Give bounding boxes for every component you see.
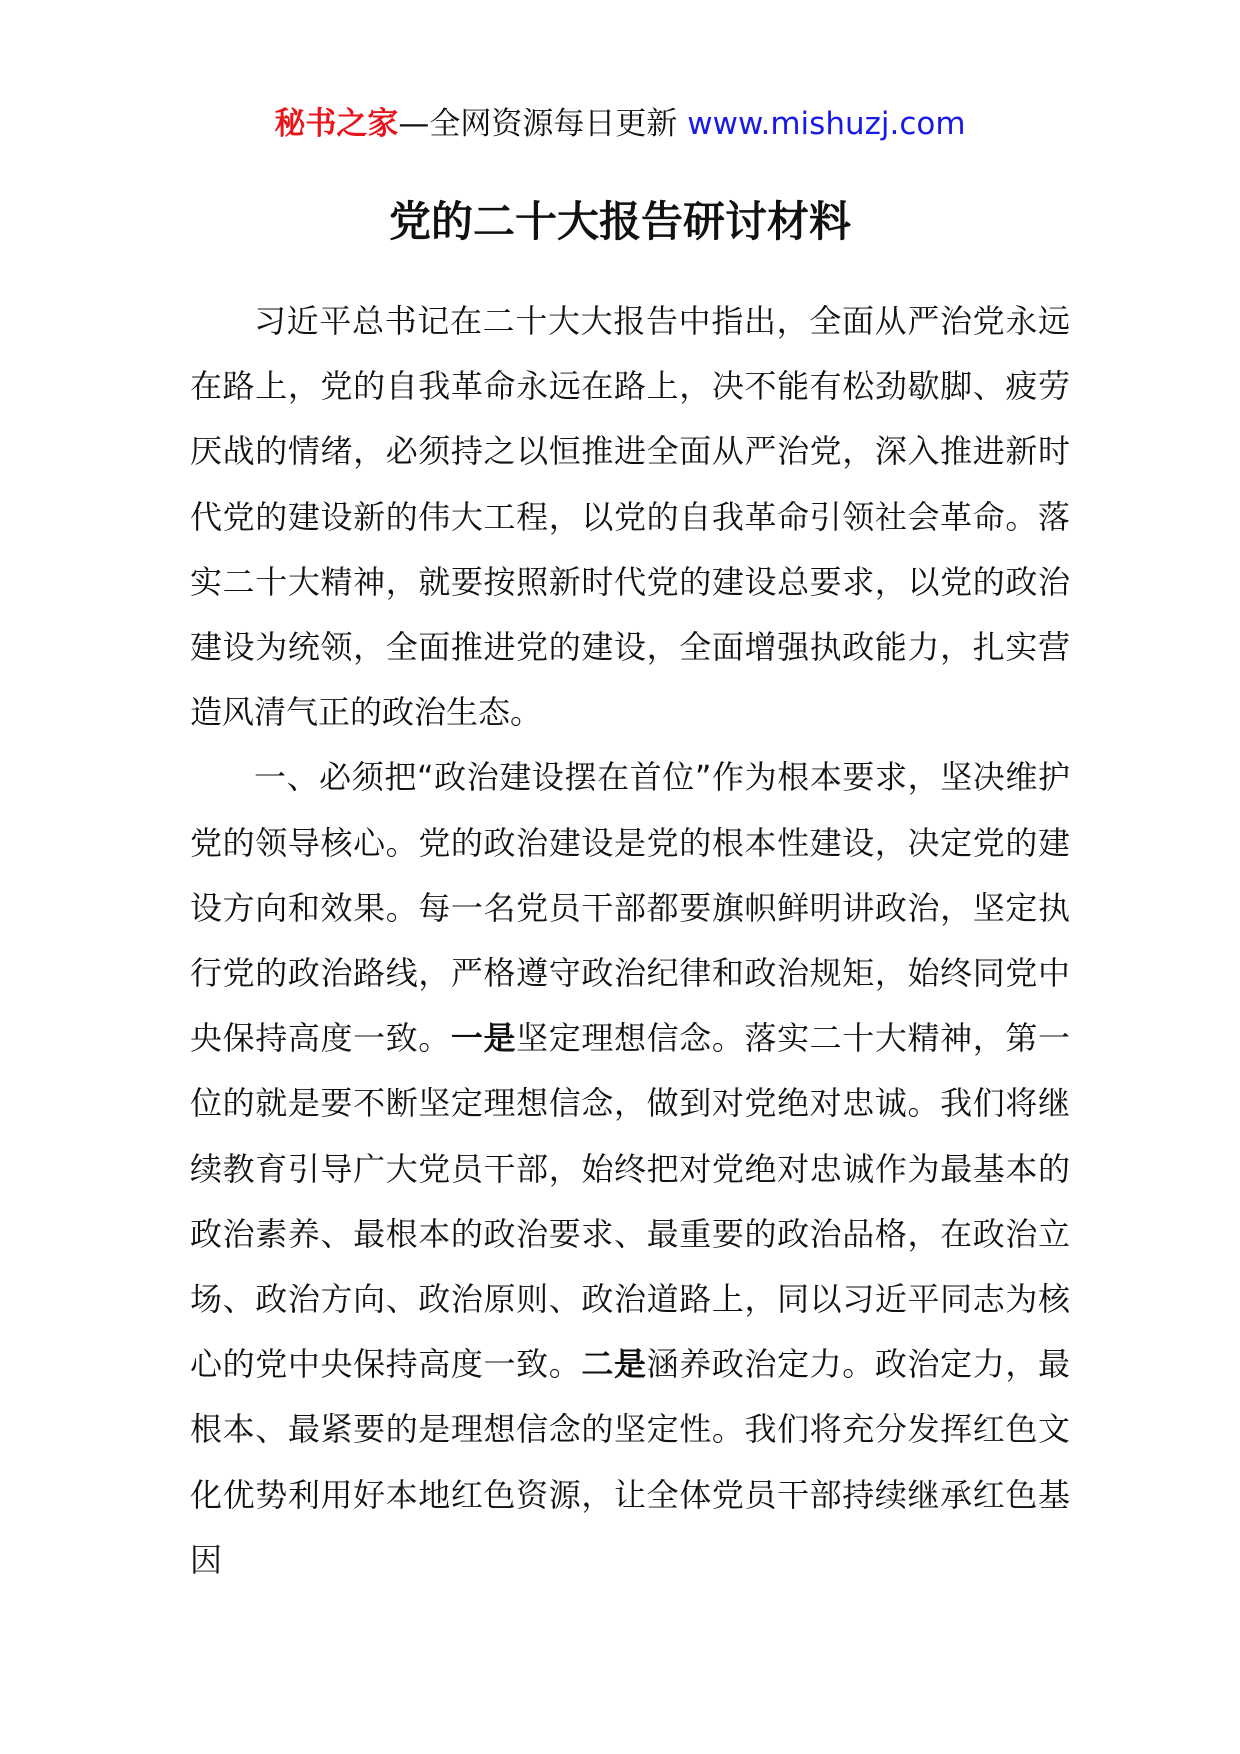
- brand-name: 秘书之家: [274, 106, 399, 142]
- point-text-one: 坚定理想信念。落实二十大精神，第一位的就是要不断坚定理想信念，做到对党绝对忠诚。我们将继续教育引导广大党员干部，始终把对党绝对忠诚作为最基本的政治素养、最根本的政治要求、最重要的政治品格，在政治立场、政治方向、政治原则、政治道路上，同以习近平同志为核心的党中央保持高度一致。: [190, 1019, 1070, 1384]
- section-text: 党的政治建设是党的根本性建设，决定党的建设方向和效果。每一名党员干部都要旗帜鲜明讲政治，坚定执行党的政治路线，严格遵守政治纪律和政治规矩，始终同党中央保持高度一致。: [190, 823, 1070, 1058]
- header-tagline: —全网资源每日更新: [398, 106, 688, 142]
- document-title: 党的二十大报告研讨材料: [388, 197, 851, 246]
- paragraph-section-one: [190, 745, 1070, 1593]
- paragraph-intro: 习近平总书记在二十大大报告中指出，全面从严治党永远在路上，党的自我革命永远在路上，决不能有松劲歇脚、疲劳厌战的情绪，必须持之以恒推进全面从严治党，深入推进新时代党的建设新的伟大工程，以党的自我革命引领社会革命。落实二十大精神，就要按照新时代党的建设总要求，以党的政治建设为统领，全面推进党的建设，全面增强执政能力，扎实营造风清气正的政治生态。: [190, 302, 1070, 732]
- point-marker-one: 一是: [450, 1019, 517, 1058]
- site-header: [0, 100, 1240, 148]
- section-heading: 一、必须把“政治建设摆在首位”作为根本要求，坚决维护党的领导核心。: [190, 758, 1070, 862]
- site-url: www.mishuzj.com: [687, 106, 966, 142]
- point-marker-two: 二是: [581, 1345, 647, 1384]
- point-text-two: 涵养政治定力。政治定力，最根本、最紧要的是理想信念的坚定性。我们将充分发挥红色文化优势利用好本地红色资源，让全体党员干部持续继承红色基因: [190, 1345, 1070, 1579]
- document-body: [190, 289, 1070, 1593]
